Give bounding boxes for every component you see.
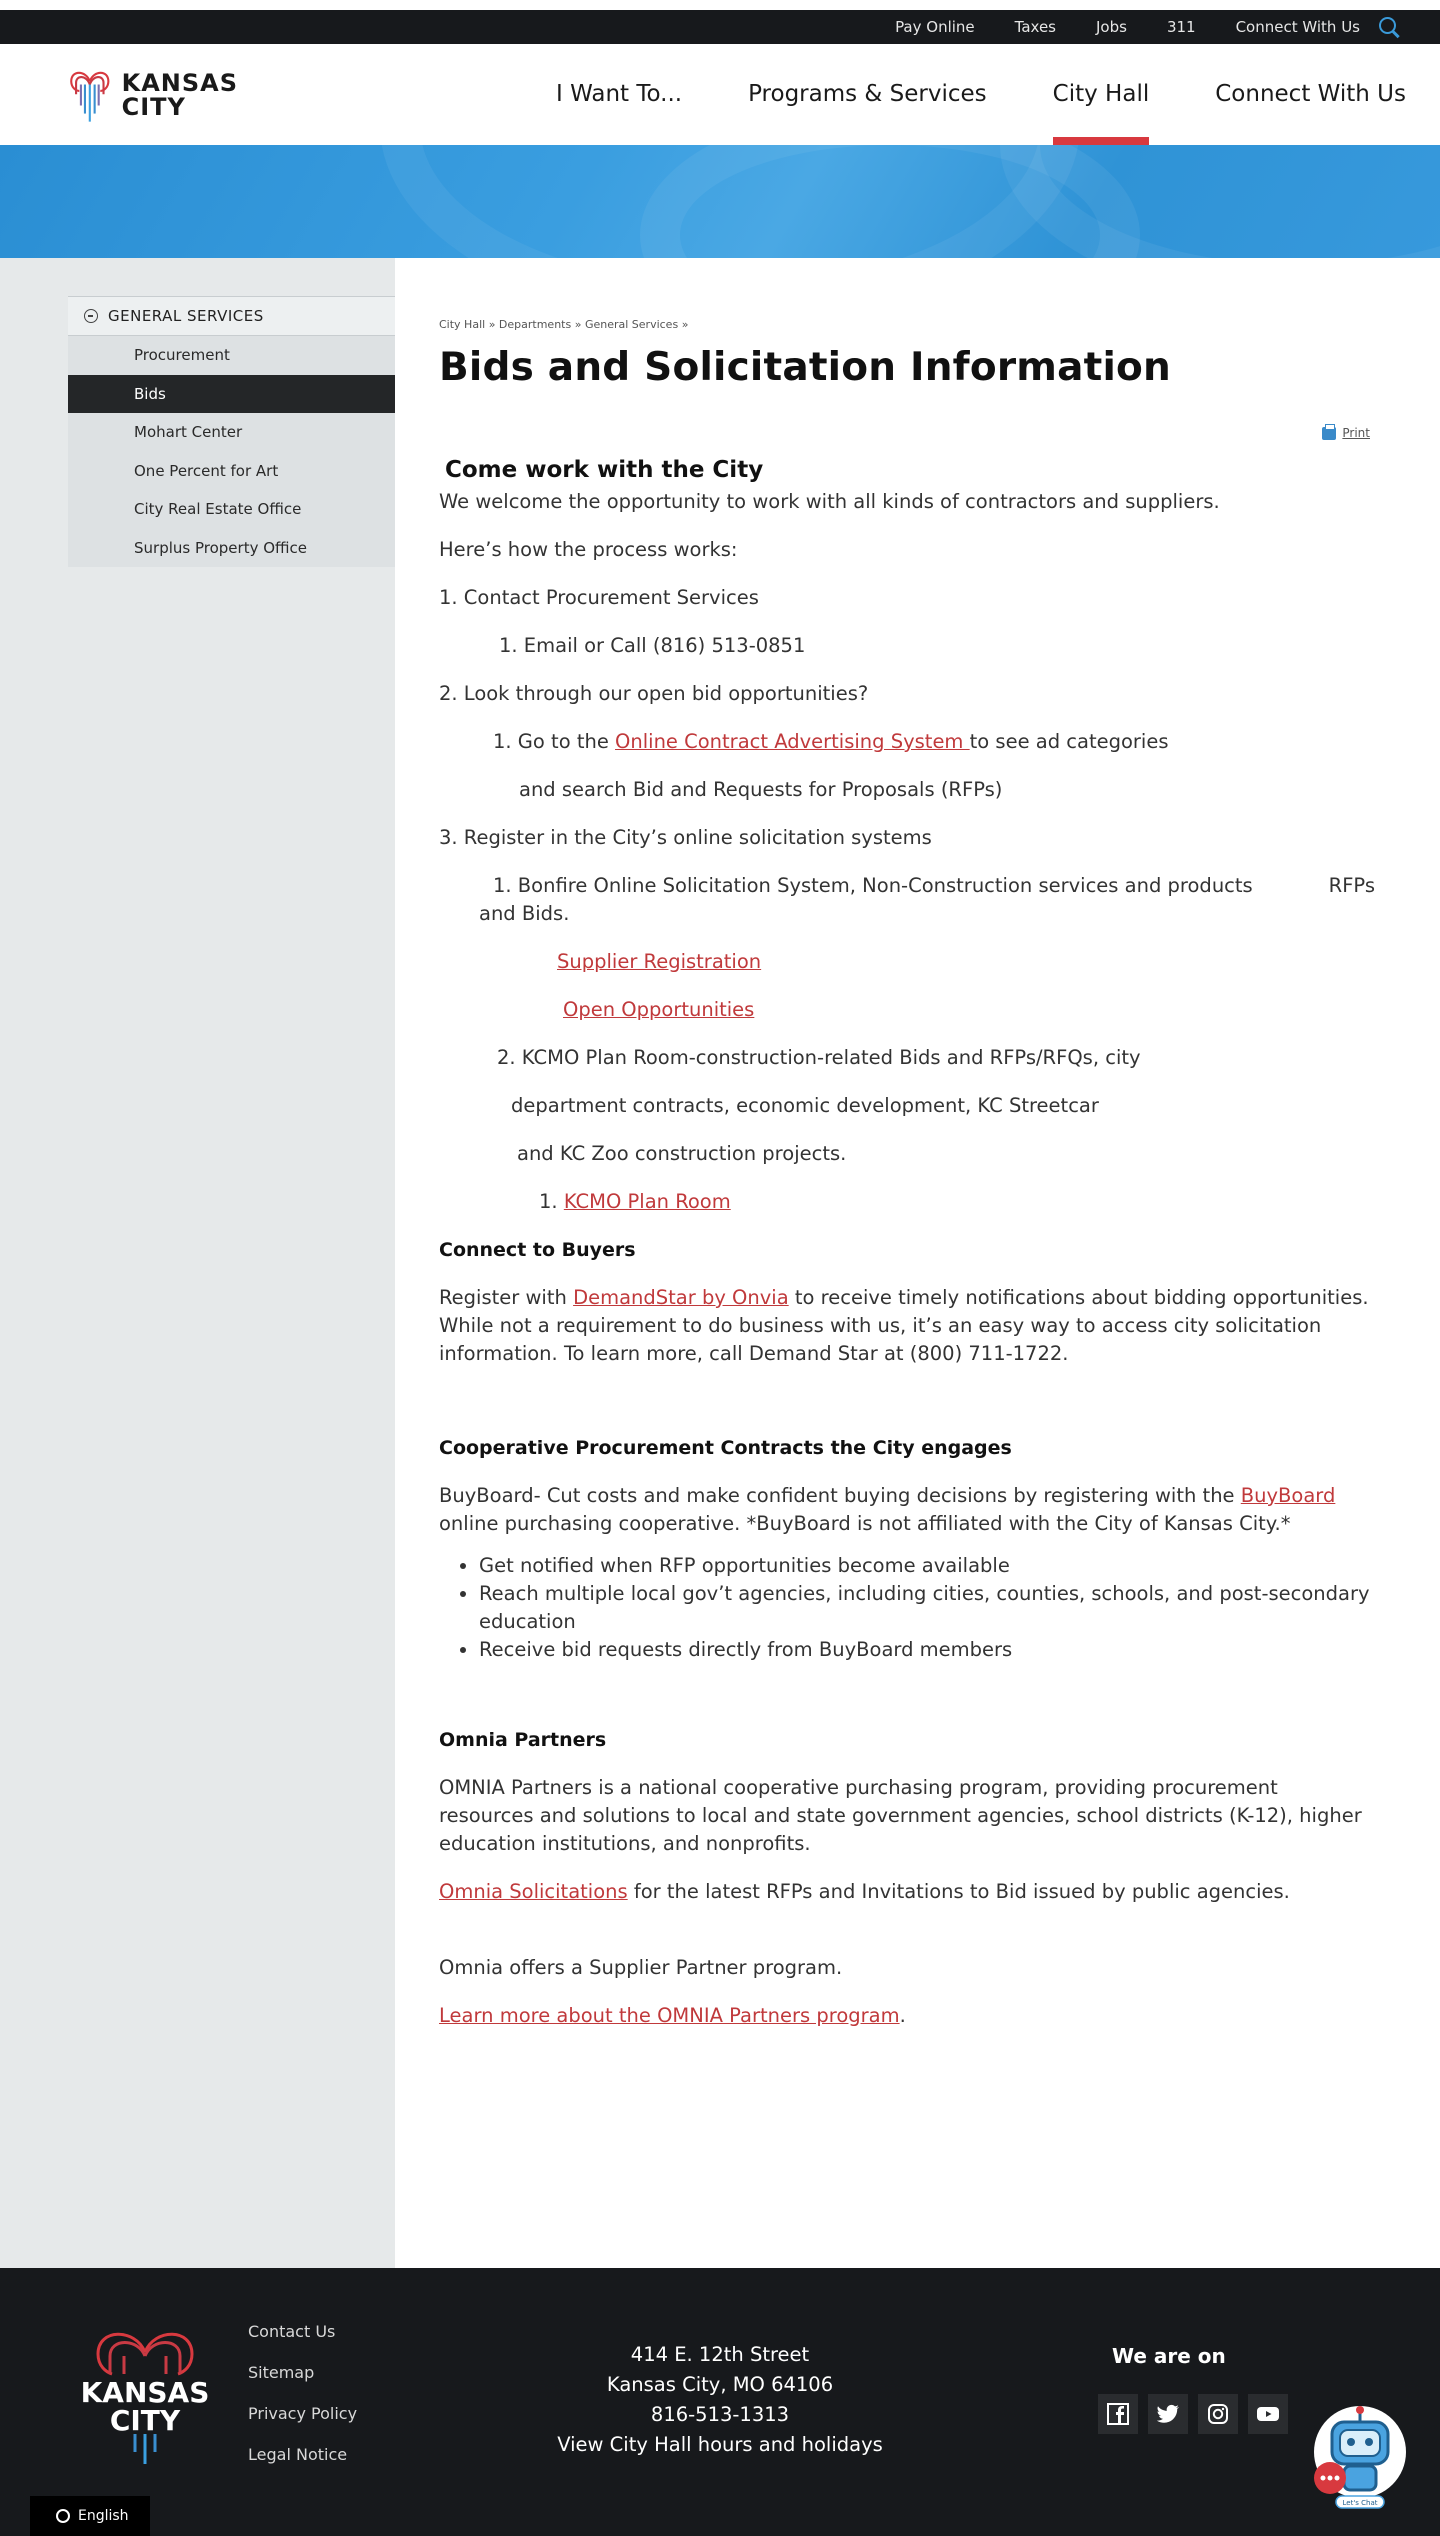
breadcrumb [439, 318, 1375, 331]
nav-connect-with-us[interactable]: Connect With Us [1215, 81, 1406, 107]
page-title: Bids and Solicitation Information [439, 345, 1171, 390]
connect-heading: Connect to Buyers [439, 1239, 636, 1261]
supplier-registration-link[interactable]: Supplier Registration [557, 950, 762, 973]
omnia-supplier-text: Omnia offers a Supplier Partner program. [439, 1956, 843, 1979]
coop-text [439, 1482, 1375, 1538]
list-item: • Receive bid requests directly from BuyBoard members [479, 1636, 1375, 1664]
logo-text [122, 71, 238, 119]
step-2-sub-text: 1. Go to the [493, 730, 616, 753]
bonfire-text: 1. Bonfire Online Solicitation System, Non-Construction services and products [493, 874, 1253, 897]
nav-city-hall[interactable]: City Hall [1053, 44, 1150, 145]
nav-i-want-to[interactable]: I Want To... [555, 81, 683, 107]
kcmo-link-number: 1. [539, 1190, 564, 1213]
omnia-learn-row [439, 2002, 1375, 2030]
sidebar-item-real-estate[interactable]: City Real Estate Office [68, 490, 395, 529]
sidebar-section-label: GENERAL SERVICES [108, 307, 264, 325]
connect-text [439, 1284, 1375, 1368]
kcmo-line-2: department contracts, economic development, KC Streetcar [511, 1094, 1099, 1117]
step-2: 2. Look through our open bid opportunities? [439, 682, 869, 705]
omnia-learn-period: . [899, 2004, 906, 2027]
sidebar-item-procurement[interactable]: Procurement [68, 336, 395, 375]
step-2-sub-text: to see ad categories [969, 730, 1169, 753]
collapse-icon [84, 309, 98, 323]
utility-bar [0, 10, 1440, 44]
twitter-icon[interactable] [1148, 2394, 1188, 2434]
coop-text-pre: BuyBoard- Cut costs and make confident buying decisions by registering with the [439, 1484, 1241, 1507]
sidebar-item-one-percent-for-art[interactable]: One Percent for Art [68, 452, 395, 491]
omnia-heading: Omnia Partners [439, 1729, 607, 1751]
hero-banner [0, 145, 1440, 258]
bonfire-rfps: RFPs [1328, 874, 1375, 897]
omnia-solicitations-link[interactable]: Omnia Solicitations [439, 1880, 628, 1903]
bonfire-item [439, 872, 1375, 928]
connect-text-post: to receive timely notifications about bidding opportunities. While not a requirement to do business with us, it’s an easy way to access city solicitation information. To learn more, call Demand Star at (800) 711-1722. [439, 1286, 1369, 1365]
printer-icon [1322, 427, 1336, 440]
coop-heading: Cooperative Procurement Contracts the City engages [439, 1437, 1012, 1459]
list-item: • Get notified when RFP opportunities become available [479, 1552, 1375, 1580]
step-1: 1. Contact Procurement Services [439, 586, 759, 609]
footer-logo-line-1: KANSAS [80, 2376, 210, 2409]
online-contract-advertising-link[interactable]: Online Contract Advertising System [615, 730, 970, 753]
breadcrumb-sep: » [681, 318, 689, 331]
main-content [395, 258, 1440, 2050]
footer-logo-icon [80, 2322, 210, 2464]
coop-bullets [479, 1552, 1375, 1664]
site-logo[interactable] [68, 60, 238, 130]
main-nav [490, 44, 1406, 145]
omnia-solicitations-text: for the latest RFPs and Invitations to Bid issued by public agencies. [627, 1880, 1290, 1903]
sidebar-item-mohart-center[interactable]: Mohart Center [68, 413, 395, 452]
address-street: 414 E. 12th Street [630, 2343, 810, 2366]
breadcrumb-sep: » [488, 318, 496, 331]
print-label: Print [1342, 426, 1370, 440]
sidebar-section-general-services[interactable] [68, 296, 395, 336]
utility-link-pay-online[interactable]: Pay Online [895, 18, 975, 36]
facebook-icon[interactable] [1098, 2394, 1138, 2434]
instagram-icon[interactable] [1198, 2394, 1238, 2434]
logo-line-1: KANSAS [121, 69, 238, 97]
utility-link-taxes[interactable]: Taxes [1014, 18, 1056, 36]
sidebar-item-surplus-property[interactable]: Surplus Property Office [68, 529, 395, 568]
language-selector[interactable] [30, 2496, 150, 2536]
omnia-learn-more-link[interactable]: Learn more about the OMNIA Partners program [439, 2004, 900, 2027]
city-hall-hours-link[interactable]: View City Hall hours and holidays [557, 2433, 883, 2456]
utility-link-311[interactable]: 311 [1166, 18, 1196, 36]
footer-links [248, 2322, 357, 2486]
footer-link-contact[interactable]: Contact Us [248, 2322, 336, 2341]
kcmo-plan-room-link[interactable]: KCMO Plan Room [563, 1190, 731, 1213]
omnia-solicitations-row [439, 1878, 1375, 1906]
footer-address [520, 2340, 920, 2460]
connect-text-pre: Register with [439, 1286, 574, 1309]
buyboard-link[interactable]: BuyBoard [1240, 1484, 1336, 1507]
footer-link-legal[interactable]: Legal Notice [248, 2445, 348, 2464]
breadcrumb-general-services[interactable]: General Services [584, 318, 679, 331]
sidebar-nav [68, 296, 395, 567]
utility-links [855, 10, 1400, 44]
open-opportunities-link[interactable]: Open Opportunities [563, 998, 755, 1021]
step-3: 3. Register in the City’s online solicitation systems [439, 826, 932, 849]
kcmo-plan-room-row [439, 1188, 1375, 1216]
nav-programs-services[interactable]: Programs & Services [748, 81, 987, 107]
step-2-sub [439, 728, 1375, 756]
utility-link-connect[interactable]: Connect With Us [1235, 18, 1360, 36]
chatbot-button[interactable] [1310, 2400, 1406, 2512]
section-heading: Come work with the City [445, 457, 764, 483]
kansas-city-logo-icon [68, 60, 112, 130]
breadcrumb-departments[interactable]: Departments [498, 318, 572, 331]
process-intro: Here’s how the process works: [439, 538, 738, 561]
social-title: We are on [1112, 2344, 1226, 2368]
banner-swirl [1000, 145, 1440, 258]
site-footer [0, 2268, 1440, 2536]
bonfire-and-bids: and Bids. [479, 902, 570, 925]
breadcrumb-city-hall[interactable]: City Hall [439, 318, 486, 331]
language-label: English [78, 2508, 129, 2524]
footer-phone[interactable]: 816-513-1313 [650, 2403, 790, 2426]
sidebar-item-bids[interactable]: Bids [68, 375, 395, 414]
breadcrumb-sep: » [574, 318, 582, 331]
site-header [0, 44, 1440, 145]
address-city: Kansas City, MO 64106 [606, 2373, 834, 2396]
social-links [1098, 2394, 1298, 2434]
omnia-description: OMNIA Partners is a national cooperative purchasing program, providing procurement resources and solutions to local and state government agencies, school districts (K-12), higher education institutions, and nonprofits. [439, 1776, 1362, 1855]
footer-link-sitemap[interactable]: Sitemap [248, 2363, 315, 2382]
kcmo-line-3: and KC Zoo construction projects. [517, 1142, 847, 1165]
step-1-sub: 1. Email or Call (816) 513-0851 [499, 634, 806, 657]
open-opportunities-row [439, 996, 1375, 1024]
search-icon[interactable] [1378, 16, 1400, 38]
supplier-registration-row [439, 948, 1375, 976]
chatbot-robot-icon [1310, 2400, 1406, 2512]
chat-label: Let's Chat [1342, 2499, 1378, 2507]
logo-line-2: CITY [121, 93, 186, 121]
demandstar-link[interactable]: DemandStar by Onvia [573, 1286, 789, 1309]
globe-icon [56, 2509, 70, 2523]
footer-logo-line-2: CITY [109, 2404, 181, 2437]
youtube-icon[interactable] [1248, 2394, 1288, 2434]
step-2-sub-line2: and search Bid and Requests for Proposals (RFPs) [519, 778, 1003, 801]
list-item: • Reach multiple local gov’t agencies, including cities, counties, schools, and post-secondary education [479, 1580, 1375, 1636]
print-button[interactable] [1322, 426, 1370, 440]
kcmo-line-1: 2. KCMO Plan Room-construction-related Bids and RFPs/RFQs, city [497, 1046, 1141, 1069]
welcome-text: We welcome the opportunity to work with all kinds of contractors and suppliers. [439, 490, 1220, 513]
coop-text-post: online purchasing cooperative. *BuyBoard is not affiliated with the City of Kansas City.* [439, 1512, 1291, 1535]
article-body [439, 414, 1375, 2030]
utility-link-jobs[interactable]: Jobs [1096, 18, 1127, 36]
footer-logo[interactable] [80, 2322, 210, 2464]
footer-link-privacy[interactable]: Privacy Policy [248, 2404, 358, 2423]
